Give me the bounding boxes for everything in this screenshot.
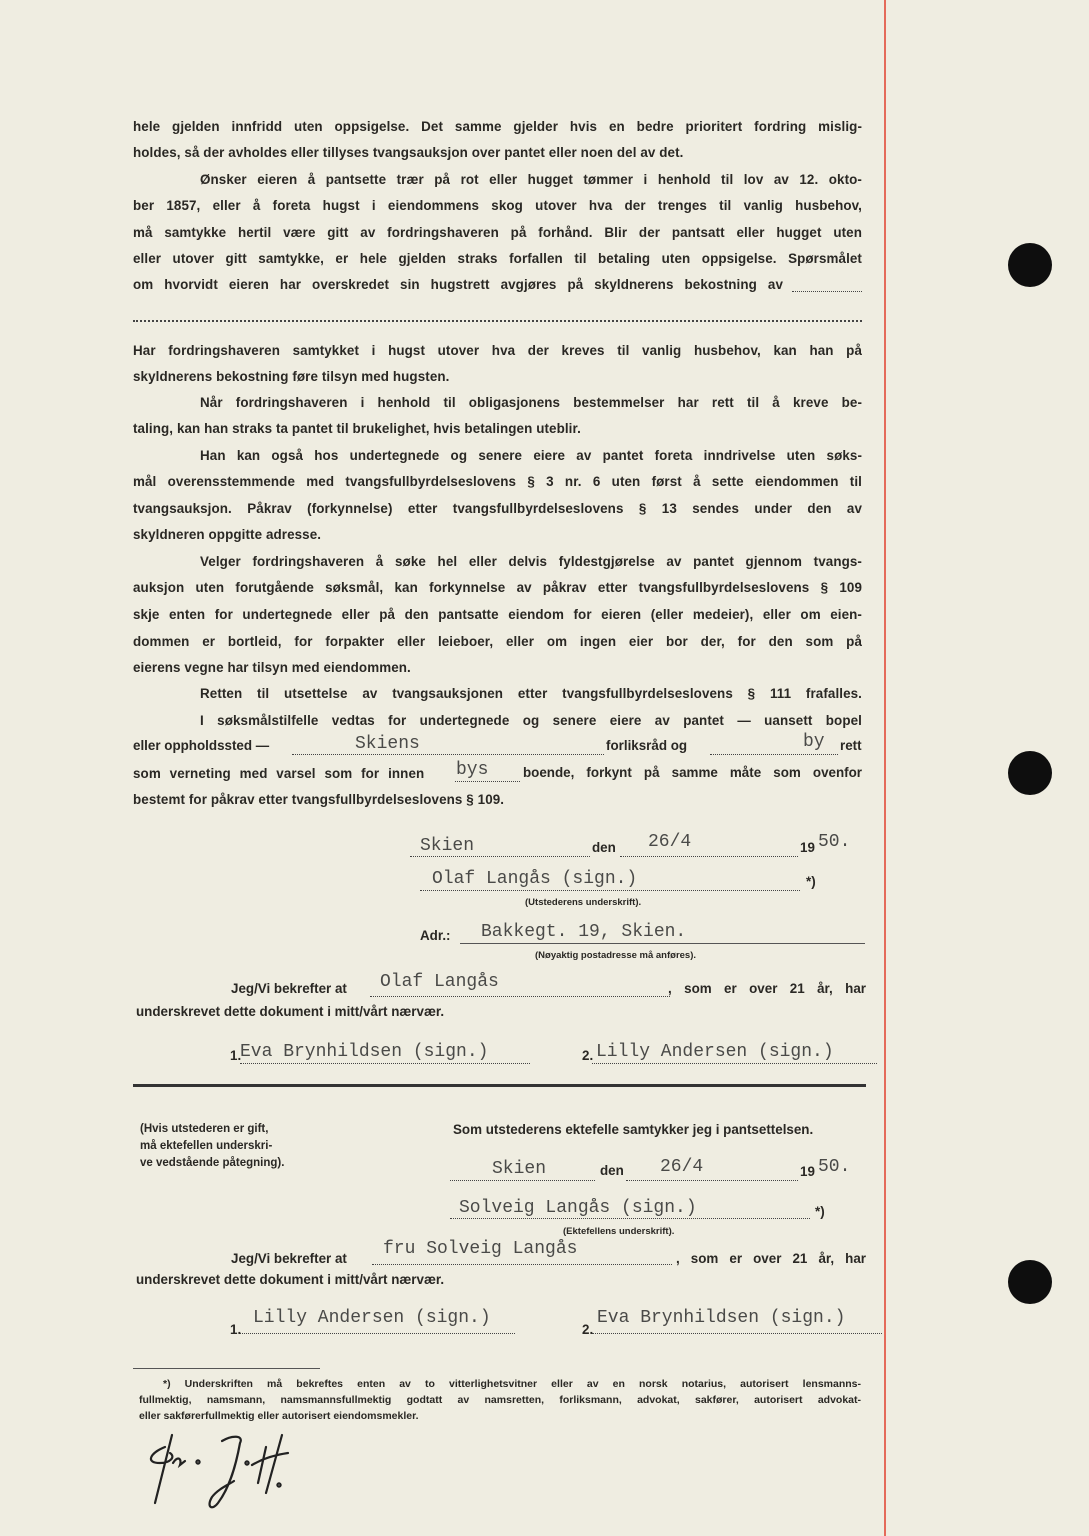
text-line: Ønsker eieren å pantsette trær på rot eller hugget tømmer i henhold til lov av 12. okto- — [200, 172, 862, 187]
text-line: Han kan også hos undertegnede og senere eiere av pantet foreta inndrivelse uten søks- — [200, 448, 862, 463]
typed-venue: bys — [456, 760, 489, 780]
text-line: Velger fordringshaveren å søke hel eller delvis fyldestgjørelse av pantet gjennom tvangs- — [200, 554, 862, 569]
footnote-line: eller sakførerfullmektig eller autorisert eiendomsmekler. — [139, 1410, 419, 1422]
text-line: bestemt for påkrav etter tvangsfullbyrdelseslovens § 109. — [133, 792, 505, 807]
blank-line — [460, 943, 865, 944]
text-line: må samtykke hertil være gitt av fordringshaveren på forhånd. Blir der pantsatt eller hugget uten — [133, 225, 862, 240]
typed-date: 26/4 — [660, 1157, 704, 1177]
text-line: taling, kan han straks ta pantet til brukelighet, hvis betalingen uteblir. — [133, 421, 581, 436]
blank-line — [450, 1180, 595, 1181]
footnote-rule — [133, 1368, 320, 1369]
text-line: hele gjelden innfridd uten oppsigelse. Det samme gjelder hvis en bedre prioritert fordring mislig- — [133, 119, 862, 134]
typed-name: fru Solveig Langås — [383, 1239, 578, 1259]
text-fragment: 2. — [582, 1322, 594, 1337]
blank-line — [710, 754, 838, 755]
text-fragment: den — [600, 1163, 624, 1178]
footnote-line: *) Underskriften må bekreftes enten av to vitterlighetsvitner eller av en norsk notarius, autorisert lensmanns- — [163, 1378, 861, 1390]
typed-signature: Solveig Langås (sign.) — [459, 1198, 697, 1218]
footnote-line: fullmektig, namsmann, namsmannsfullmektig godtatt av namsretten, forliksmann, advokat, sakfører, autorisert advokat- — [139, 1394, 861, 1406]
text-line: skyldneren oppgitte adresse. — [133, 527, 322, 542]
text-line: dommen er bortleid, for forpakter eller leieboer, eller om ingen eier bor der, for den som på — [133, 634, 862, 649]
text-line: eierens vegne har tilsyn med eiendommen. — [133, 660, 411, 675]
text-fragment: Jeg/Vi bekrefter at — [231, 1251, 347, 1266]
text-fragment: eller oppholdssted — — [133, 738, 270, 753]
text-line: eller utover gitt samtykke, er hele gjelden straks forfallen til betaling uten oppsigelse. Spørsmålet — [133, 251, 862, 266]
text-line: skyldnerens bekostning føre tilsyn med hugsten. — [133, 369, 450, 384]
blank-line — [455, 781, 520, 782]
punch-hole — [1008, 751, 1052, 795]
text-fragment: som verneting med varsel som for innen — [133, 766, 425, 781]
typed-witness: Eva Brynhildsen (sign.) — [240, 1042, 489, 1062]
typed-witness: Lilly Andersen (sign.) — [596, 1042, 834, 1062]
caption: (Ektefellens underskrift). — [563, 1226, 675, 1237]
text-fragment: 1. — [230, 1322, 242, 1337]
typed-court-type: by — [803, 732, 825, 752]
margin-line — [884, 0, 886, 1536]
text-line: om hvorvidt eieren har overskredet sin hugstrett avgjøres på skyldnerens bekostning av — [133, 277, 783, 292]
blank-line — [372, 1264, 672, 1265]
punch-hole — [1008, 243, 1052, 287]
text-fragment: forliksråd og — [606, 738, 688, 753]
footnote-mark: *) — [815, 1204, 825, 1219]
note-line: (Hvis utstederen er gift, — [140, 1123, 269, 1135]
caption: (Nøyaktig postadresse må anføres). — [535, 950, 697, 961]
section-divider — [133, 1084, 866, 1087]
text-fragment: , som er over 21 år, har — [668, 981, 866, 996]
typed-date: 26/4 — [648, 832, 692, 852]
text-line: holdes, så der avholdes eller tillyses tvangsauksjon over pantet eller noen del av det. — [133, 145, 684, 160]
punch-hole — [1008, 1260, 1052, 1304]
typed-place: Skien — [492, 1159, 547, 1179]
caption: (Utstederens underskrift). — [525, 897, 642, 908]
text-line: ber 1857, eller å foreta hugst i eiendommens skog utover hva der trenges til vanlig husbehov, — [133, 198, 862, 213]
blank-line — [240, 1333, 515, 1334]
text-fragment: 1. — [230, 1048, 242, 1063]
note-line: må ektefellen underskri- — [140, 1140, 273, 1152]
typed-year: 50. — [818, 832, 851, 852]
blank-line — [450, 1218, 810, 1219]
text-line: mål overensstemmende med tvangsfullbyrdelseslovens § 3 nr. 6 uten først å sette eiendommen til — [133, 474, 862, 489]
blank-line — [240, 1063, 530, 1064]
typed-year: 50. — [818, 1157, 851, 1177]
text-fragment: 19 — [800, 840, 815, 855]
blank-line — [420, 890, 800, 891]
blank-line — [292, 754, 604, 755]
typed-address: Bakkegt. 19, Skien. — [481, 922, 687, 942]
text-fragment: underskrevet dette dokument i mitt/vårt nærvær. — [136, 1272, 445, 1287]
text-fragment: , som er over 21 år, har — [676, 1251, 866, 1266]
text-line: skje enten for undertegnede eller på den pantsatte eiendom for eieren (eller medeier), eller om eien- — [133, 607, 862, 622]
text-line: Når fordringshaveren i henhold til obligasjonens bestemmelser har rett til å kreve be- — [200, 395, 862, 410]
text-line: I søksmålstilfelle vedtas for undertegnede og senere eiere av pantet — uansett bopel — [200, 713, 862, 728]
text-fragment: den — [592, 840, 616, 855]
blank-line — [792, 291, 862, 292]
text-fragment: boende, forkynt på samme måte som ovenfor — [523, 765, 862, 780]
typed-court: Skiens — [355, 734, 420, 754]
blank-line — [410, 856, 590, 857]
text-fragment: Som utstederens ektefelle samtykker jeg i pantsettelsen. — [453, 1122, 814, 1137]
text-fragment: Adr.: — [420, 928, 451, 943]
typed-name: Olaf Langås — [380, 972, 499, 992]
handwritten-initials — [140, 1425, 300, 1525]
text-fragment: rett — [840, 738, 862, 753]
text-line: Retten til utsettelse av tvangsauksjonen etter tvangsfullbyrdelseslovens § 111 frafalles. — [200, 686, 862, 701]
note-line: ve vedstående påtegning). — [140, 1157, 285, 1169]
blank-line — [133, 320, 862, 322]
text-fragment: underskrevet dette dokument i mitt/vårt nærvær. — [136, 1004, 445, 1019]
blank-line — [626, 1180, 798, 1181]
text-line: tvangsauksjon. Påkrav (forkynnelse) etter tvangsfullbyrdelseslovens § 13 sendes under den av — [133, 501, 862, 516]
typed-signature: Olaf Langås (sign.) — [432, 869, 638, 889]
text-fragment: Jeg/Vi bekrefter at — [231, 981, 347, 996]
text-line: Har fordringshaveren samtykket i hugst utover hva der kreves til vanlig husbehov, kan han på — [133, 343, 862, 358]
blank-line — [370, 996, 670, 997]
typed-witness: Eva Brynhildsen (sign.) — [597, 1308, 846, 1328]
footnote-mark: *) — [806, 874, 816, 889]
blank-line — [592, 1063, 877, 1064]
typed-place: Skien — [420, 836, 475, 856]
typed-witness: Lilly Andersen (sign.) — [253, 1308, 491, 1328]
text-fragment: 2. — [582, 1048, 594, 1063]
blank-line — [620, 856, 798, 857]
text-line: auksjon uten forutgående søksmål, kan forkynnelse av påkrav etter tvangsfullbyrdelseslovens § 109 — [133, 580, 862, 595]
blank-line — [592, 1333, 882, 1334]
text-fragment: 19 — [800, 1164, 815, 1179]
